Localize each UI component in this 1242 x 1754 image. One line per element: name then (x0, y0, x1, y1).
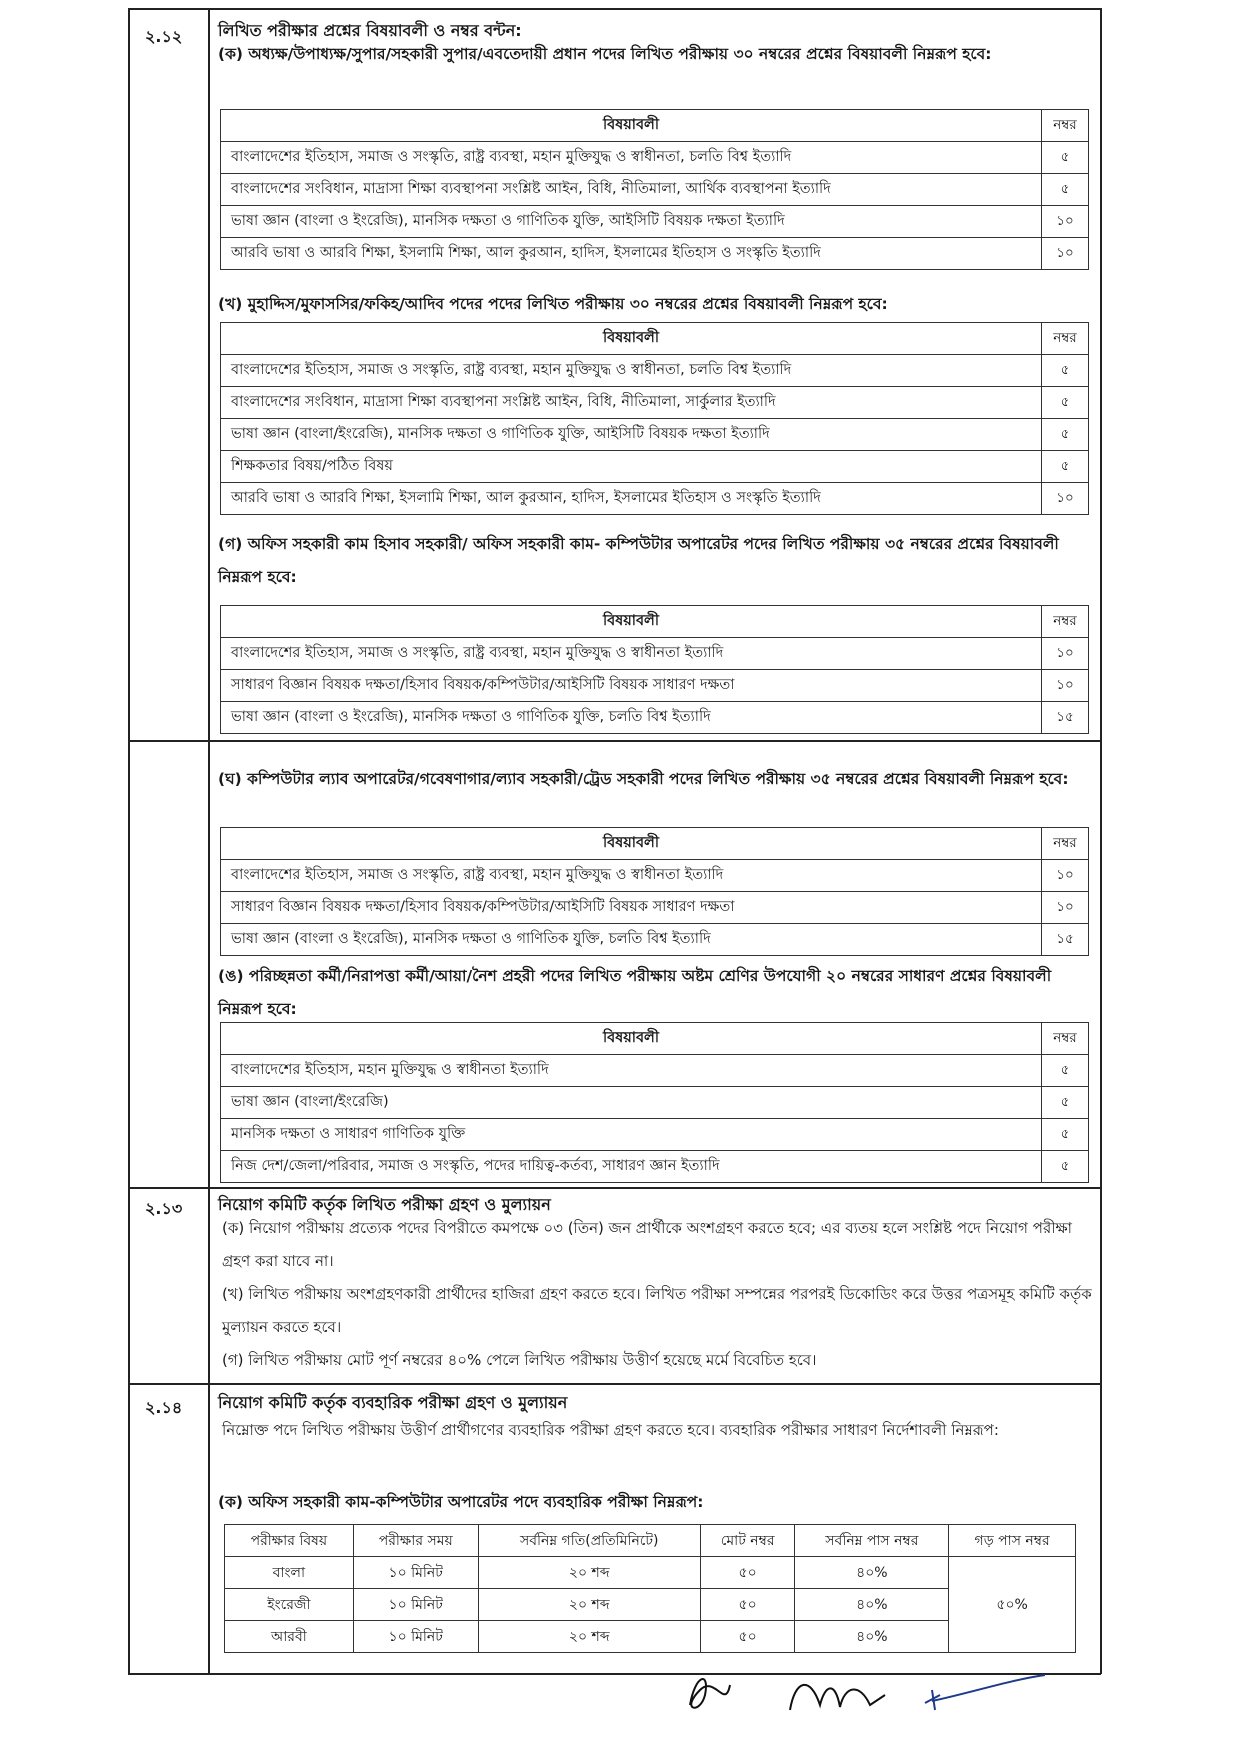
col-header-marks: নম্বর (1042, 828, 1089, 860)
signature (925, 1675, 1045, 1710)
table-row: ভাষা জ্ঞান (বাংলা ও ইংরেজি), মানসিক দক্ষতা ও গাণিতিক যুক্তি, চলতি বিশ্ব ইত্যাদি ১৫ (221, 924, 1089, 956)
table-row: ভাষা জ্ঞান (বাংলা/ইংরেজি), মানসিক দক্ষতা ও গাণিতিক যুক্তি, আইসিটি বিষয়ক দক্ষতা ইত্যাদি ৫ (221, 419, 1089, 451)
frame-top-line (128, 8, 1101, 10)
table-row: ইংরেজী ১০ মিনিট ২০ শব্দ ৫০ ৪০% (225, 1589, 1076, 1621)
section-title: নিয়োগ কমিটি কর্তৃক লিখিত পরীক্ষা গ্রহণ ও মুল্যায়ন (218, 1195, 551, 1214)
table-row: মানসিক দক্ষতা ও সাধারণ গাণিতিক যুক্তি ৫ (221, 1119, 1089, 1151)
col-header-subject: বিষয়াবলী (221, 828, 1042, 860)
col-header-subject: বিষয়াবলী (221, 1023, 1042, 1055)
table-row: আরবি ভাষা ও আরবি শিক্ষা, ইসলামি শিক্ষা, আল কুরআন, হাদিস, ইসলামের ইতিহাস ও সংস্কৃতি ইত্যাদি ১০ (221, 238, 1089, 270)
subsection-heading-ga: (গ) অফিস সহকারী কাম হিসাব সহকারী/ অফিস সহকারী কাম- কম্পিউটার অপারেটর পদের লিখিত পরীক্ষায় ৩৫ নম্বরের প্রশ্নের বিষয়াবলী নিম্নরূপ হবে: (218, 535, 1059, 586)
table-row: বাংলাদেশের ইতিহাস, সমাজ ও সংস্কৃতি, রাষ্ট্র ব্যবস্থা, মহান মুক্তিযুদ্ধ ও স্বাধীনতা, চলতি বিশ্ব ইত্যাদি ৫ (221, 142, 1089, 174)
col-header-subject: বিষয়াবলী (221, 110, 1042, 142)
section-number: ২.১২ (145, 27, 183, 46)
paragraph-ga: (গ) লিখিত পরীক্ষায় মোট পূর্ণ নম্বরের ৪০% পেলে লিখিত পরীক্ষায় উত্তীর্ণ হয়েছে মর্মে বিবেচিত হবে। (222, 1351, 817, 1369)
table-row: বাংলাদেশের সংবিধান, মাদ্রাসা শিক্ষা ব্যবস্থাপনা সংশ্লিষ্ট আইন, বিধি, নীতিমালা, আর্থিক ব্যবস্থাপনা ইত্যাদি ৫ (221, 174, 1089, 206)
table-row: বাংলাদেশের ইতিহাস, সমাজ ও সংস্কৃতি, রাষ্ট্র ব্যবস্থা, মহান মুক্তিযুদ্ধ ও স্বাধীনতা ইত্যাদি ১০ (221, 638, 1089, 670)
col-header-marks: নম্বর (1042, 1023, 1089, 1055)
frame-divider-line (208, 8, 210, 1674)
frame-left-line (128, 8, 130, 1674)
signature (690, 1679, 730, 1708)
subsection-heading-gha: (ঘ) কম্পিউটার ল্যাব অপারেটর/গবেষণাগার/ল্যাব সহকারী/ট্রেড সহকারী পদের লিখিত পরীক্ষায় ৩৫ নম্বরের প্রশ্নের বিষয়াবলী নিম্নরূপ হবে: (218, 770, 1069, 788)
col-header: মোট নম্বর (700, 1525, 795, 1557)
table-row: সাধারণ বিজ্ঞান বিষয়ক দক্ষতা/হিসাব বিষয়ক/কম্পিউটার/আইসিটি বিষয়ক সাধারণ দক্ষতা ১০ (221, 670, 1089, 702)
col-header-marks: নম্বর (1042, 110, 1089, 142)
section-number: ২.১৩ (145, 1199, 183, 1218)
subject-table-ka (220, 109, 1089, 270)
subject-table-gha (220, 827, 1089, 956)
paragraph-kha: (খ) লিখিত পরীক্ষায় অংশগ্রহণকারী প্রার্থীদের হাজিরা গ্রহণ করতে হবে। লিখিত পরীক্ষা সম্পন্নের পরপরই ডিকোডিং করে উত্তর পত্রসমূহ কমিটি কর্তৃক মুল্যায়ন করতে হবে। (222, 1285, 1092, 1336)
signature (790, 1685, 885, 1710)
table-row: ভাষা জ্ঞান (বাংলা/ইংরেজি) ৫ (221, 1087, 1089, 1119)
col-header: পরীক্ষার বিষয় (225, 1525, 354, 1557)
subject-table-kha (220, 322, 1089, 515)
subsection-heading-practical: (ক) অফিস সহকারী কাম-কম্পিউটার অপারেটর পদে ব্যবহারিক পরীক্ষা নিম্নরূপ: (218, 1493, 704, 1511)
table-row: বাংলা ১০ মিনিট ২০ শব্দ ৫০ ৪০% ৫০% (225, 1557, 1076, 1589)
table-row: বাংলাদেশের ইতিহাস, সমাজ ও সংস্কৃতি, রাষ্ট্র ব্যবস্থা, মহান মুক্তিযুদ্ধ ও স্বাধীনতা, চলতি বিশ্ব ইত্যাদি ৫ (221, 355, 1089, 387)
table-row: নিজ দেশ/জেলা/পরিবার, সমাজ ও সংস্কৃতি, পদের দায়িত্ব-কর্তব্য, সাধারণ জ্ঞান ইত্যাদি ৫ (221, 1151, 1089, 1183)
table-row: ভাষা জ্ঞান (বাংলা ও ইংরেজি), মানসিক দক্ষতা ও গাণিতিক যুক্তি, আইসিটি বিষয়ক দক্ষতা ইত্যাদি ১০ (221, 206, 1089, 238)
col-header: গড় পাস নম্বর (949, 1525, 1076, 1557)
table-row: আরবি ভাষা ও আরবি শিক্ষা, ইসলামি শিক্ষা, আল কুরআন, হাদিস, ইসলামের ইতিহাস ও সংস্কৃতি ইত্যাদি ১০ (221, 483, 1089, 515)
col-header: সর্বনিম্ন পাস নম্বর (795, 1525, 949, 1557)
subject-table-ga (220, 605, 1089, 734)
avg-pass-cell: ৫০% (949, 1557, 1076, 1653)
frame-right-line (1100, 8, 1102, 1674)
subject-table-uma (220, 1022, 1089, 1183)
table-row: শিক্ষকতার বিষয়/পঠিত বিষয় ৫ (221, 451, 1089, 483)
col-header-marks: নম্বর (1042, 323, 1089, 355)
frame-page-break-line (128, 740, 1101, 742)
section-title: নিয়োগ কমিটি কর্তৃক ব্যবহারিক পরীক্ষা গ্রহণ ও মুল্যায়ন (218, 1393, 568, 1412)
paragraph-ka: (ক) নিয়োগ পরীক্ষায় প্রত্যেক পদের বিপরীতে কমপক্ষে ০৩ (তিন) জন প্রার্থীকে অংশগ্রহণ করতে হবে; এর ব্যতয় হলে সংশ্লিষ্ট পদে নিয়োগ পরীক্ষা গ্রহণ করা যাবে না। (222, 1219, 1072, 1270)
col-header: পরীক্ষার সময় (353, 1525, 478, 1557)
frame-section-line (128, 1383, 1101, 1385)
col-header-subject: বিষয়াবলী (221, 606, 1042, 638)
table-row: বাংলাদেশের সংবিধান, মাদ্রাসা শিক্ষা ব্যবস্থাপনা সংশ্লিষ্ট আইন, বিধি, নীতিমালা, সার্কুলার ইত্যাদি ৫ (221, 387, 1089, 419)
signatures (670, 1665, 1070, 1725)
practical-exam-table (224, 1524, 1076, 1653)
section-title: লিখিত পরীক্ষার প্রশ্নের বিষয়াবলী ও নম্বর বন্টন: (218, 21, 522, 40)
table-row: আরবী ১০ মিনিট ২০ শব্দ ৫০ ৪০% (225, 1621, 1076, 1653)
subsection-heading-kha: (খ) মুহাদ্দিস/মুফাসসির/ফকিহ/আদিব পদের পদের লিখিত পরীক্ষায় ৩০ নম্বরের প্রশ্নের বিষয়াবলী নিম্নরূপ হবে: (218, 295, 888, 313)
paragraph-intro: নিম্নোক্ত পদে লিখিত পরীক্ষায় উত্তীর্ণ প্রার্থীগণের ব্যবহারিক পরীক্ষা গ্রহণ করতে হবে। ব্যবহারিক পরীক্ষার সাধারণ নির্দেশাবলী নিম্নরূপ: (222, 1421, 999, 1439)
table-row: ভাষা জ্ঞান (বাংলা ও ইংরেজি), মানসিক দক্ষতা ও গাণিতিক যুক্তি, চলতি বিশ্ব ইত্যাদি ১৫ (221, 702, 1089, 734)
table-row: সাধারণ বিজ্ঞান বিষয়ক দক্ষতা/হিসাব বিষয়ক/কম্পিউটার/আইসিটি বিষয়ক সাধারণ দক্ষতা ১০ (221, 892, 1089, 924)
col-header-subject: বিষয়াবলী (221, 323, 1042, 355)
section-number: ২.১৪ (145, 1398, 183, 1417)
frame-section-line (128, 1187, 1101, 1189)
subsection-heading-uma: (ঙ) পরিচ্ছন্নতা কর্মী/নিরাপত্তা কর্মী/আয়া/নৈশ প্রহরী পদের লিখিত পরীক্ষায় অষ্টম শ্রেণির উপযোগী ২০ নম্বরের সাধারণ প্রশ্নের বিষয়াবলী নিম্নরূপ হবে: (218, 967, 1052, 1018)
table-row: বাংলাদেশের ইতিহাস, মহান মুক্তিযুদ্ধ ও স্বাধীনতা ইত্যাদি ৫ (221, 1055, 1089, 1087)
subsection-heading-ka: (ক) অধ্যক্ষ/উপাধ্যক্ষ/সুপার/সহকারী সুপার/এবতেদায়ী প্রধান পদের লিখিত পরীক্ষায় ৩০ নম্বরের প্রশ্নের বিষয়াবলী নিম্নরূপ হবে: (218, 45, 992, 63)
col-header-marks: নম্বর (1042, 606, 1089, 638)
col-header: সর্বনিম্ন গতি(প্রতিমিনিটে) (478, 1525, 700, 1557)
table-row: বাংলাদেশের ইতিহাস, সমাজ ও সংস্কৃতি, রাষ্ট্র ব্যবস্থা, মহান মুক্তিযুদ্ধ ও স্বাধীনতা ইত্যাদি ১০ (221, 860, 1089, 892)
